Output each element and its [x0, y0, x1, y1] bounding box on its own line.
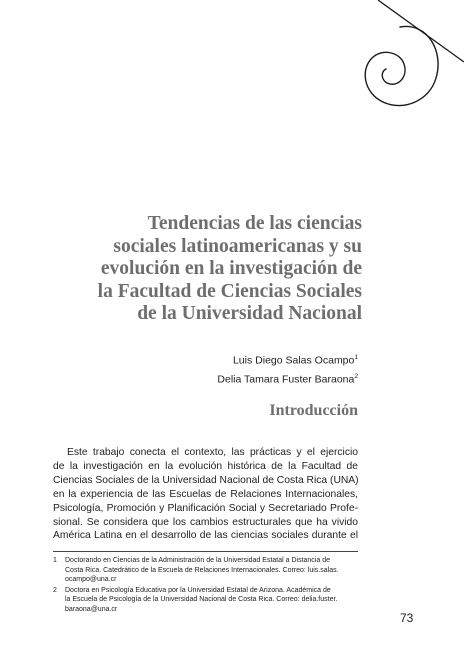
article-title	[42, 213, 362, 326]
title-line: Tendencias de las ciencias	[147, 213, 362, 234]
paragraph-line: Este trabajo conecta el contexto, las prácticas y el ejercicio	[67, 447, 358, 458]
title-line: evolución en la investigación de	[100, 258, 362, 280]
author	[217, 350, 358, 369]
paragraph-line: sional. Se considera que los cambios estructurales que ha vivido	[53, 516, 358, 528]
paragraph-line: Ciencias Sociales de la Universidad Nacional de Costa Rica (UNA)	[53, 474, 359, 486]
footnote-line: la Escuela de Psicología de la Universidad Nacional de Costa Rica. Correo: delia.fuster.	[65, 596, 338, 603]
footnote-line: ocampo@una.cr	[65, 576, 117, 583]
footnote-number: 2	[53, 586, 57, 594]
body-paragraph	[53, 446, 358, 543]
footnote	[53, 586, 358, 615]
footnote-marker: 2	[354, 372, 358, 380]
paragraph-line: Psicología, Promoción y Planificación Social y Secretariado Profe-	[53, 502, 358, 514]
paragraph-line: en la experiencia de las Escuelas de Relaciones Internacionales,	[53, 488, 358, 500]
title-line: de la Universidad Nacional	[137, 303, 362, 325]
author-list	[217, 350, 358, 387]
author-name: Luis Diego Salas Ocampo	[232, 354, 355, 367]
footnote-line: baraona@una.cr	[65, 605, 118, 613]
title-line: la Facultad de Ciencias Sociales	[97, 280, 362, 302]
footnote-marker: 1	[354, 354, 358, 361]
footnote-divider	[53, 551, 358, 552]
section-heading: Introducción	[269, 402, 358, 419]
author-name: Delia Tamara Fuster Baraona	[217, 373, 355, 385]
footnote	[53, 556, 358, 585]
paragraph-line: de la investigación en la evolución histórica de la Facultad de	[53, 460, 358, 472]
paragraph-line: América Latina en el desarrollo de las ciencias sociales durante el	[53, 530, 358, 542]
footnotes	[53, 556, 358, 615]
page-number: 73	[400, 611, 414, 625]
spiral-ornament-icon	[0, 0, 464, 130]
footnote-number: 1	[53, 557, 57, 564]
footnote-line: Costa Rica. Catedrático de la Escuela de Relaciones Internacionales. Correo: luis.salas.	[65, 566, 339, 574]
footnote-line: Doctora en Psicología Educativa por la Universidad Estatal de Arizona. Académica de	[65, 586, 331, 594]
title-line: sociales latinoamericanas y su	[113, 235, 362, 257]
author	[217, 369, 358, 388]
footnote-line: Doctorando en Ciencias de la Administración de la Universidad Estatal a Distancia de	[65, 557, 330, 564]
